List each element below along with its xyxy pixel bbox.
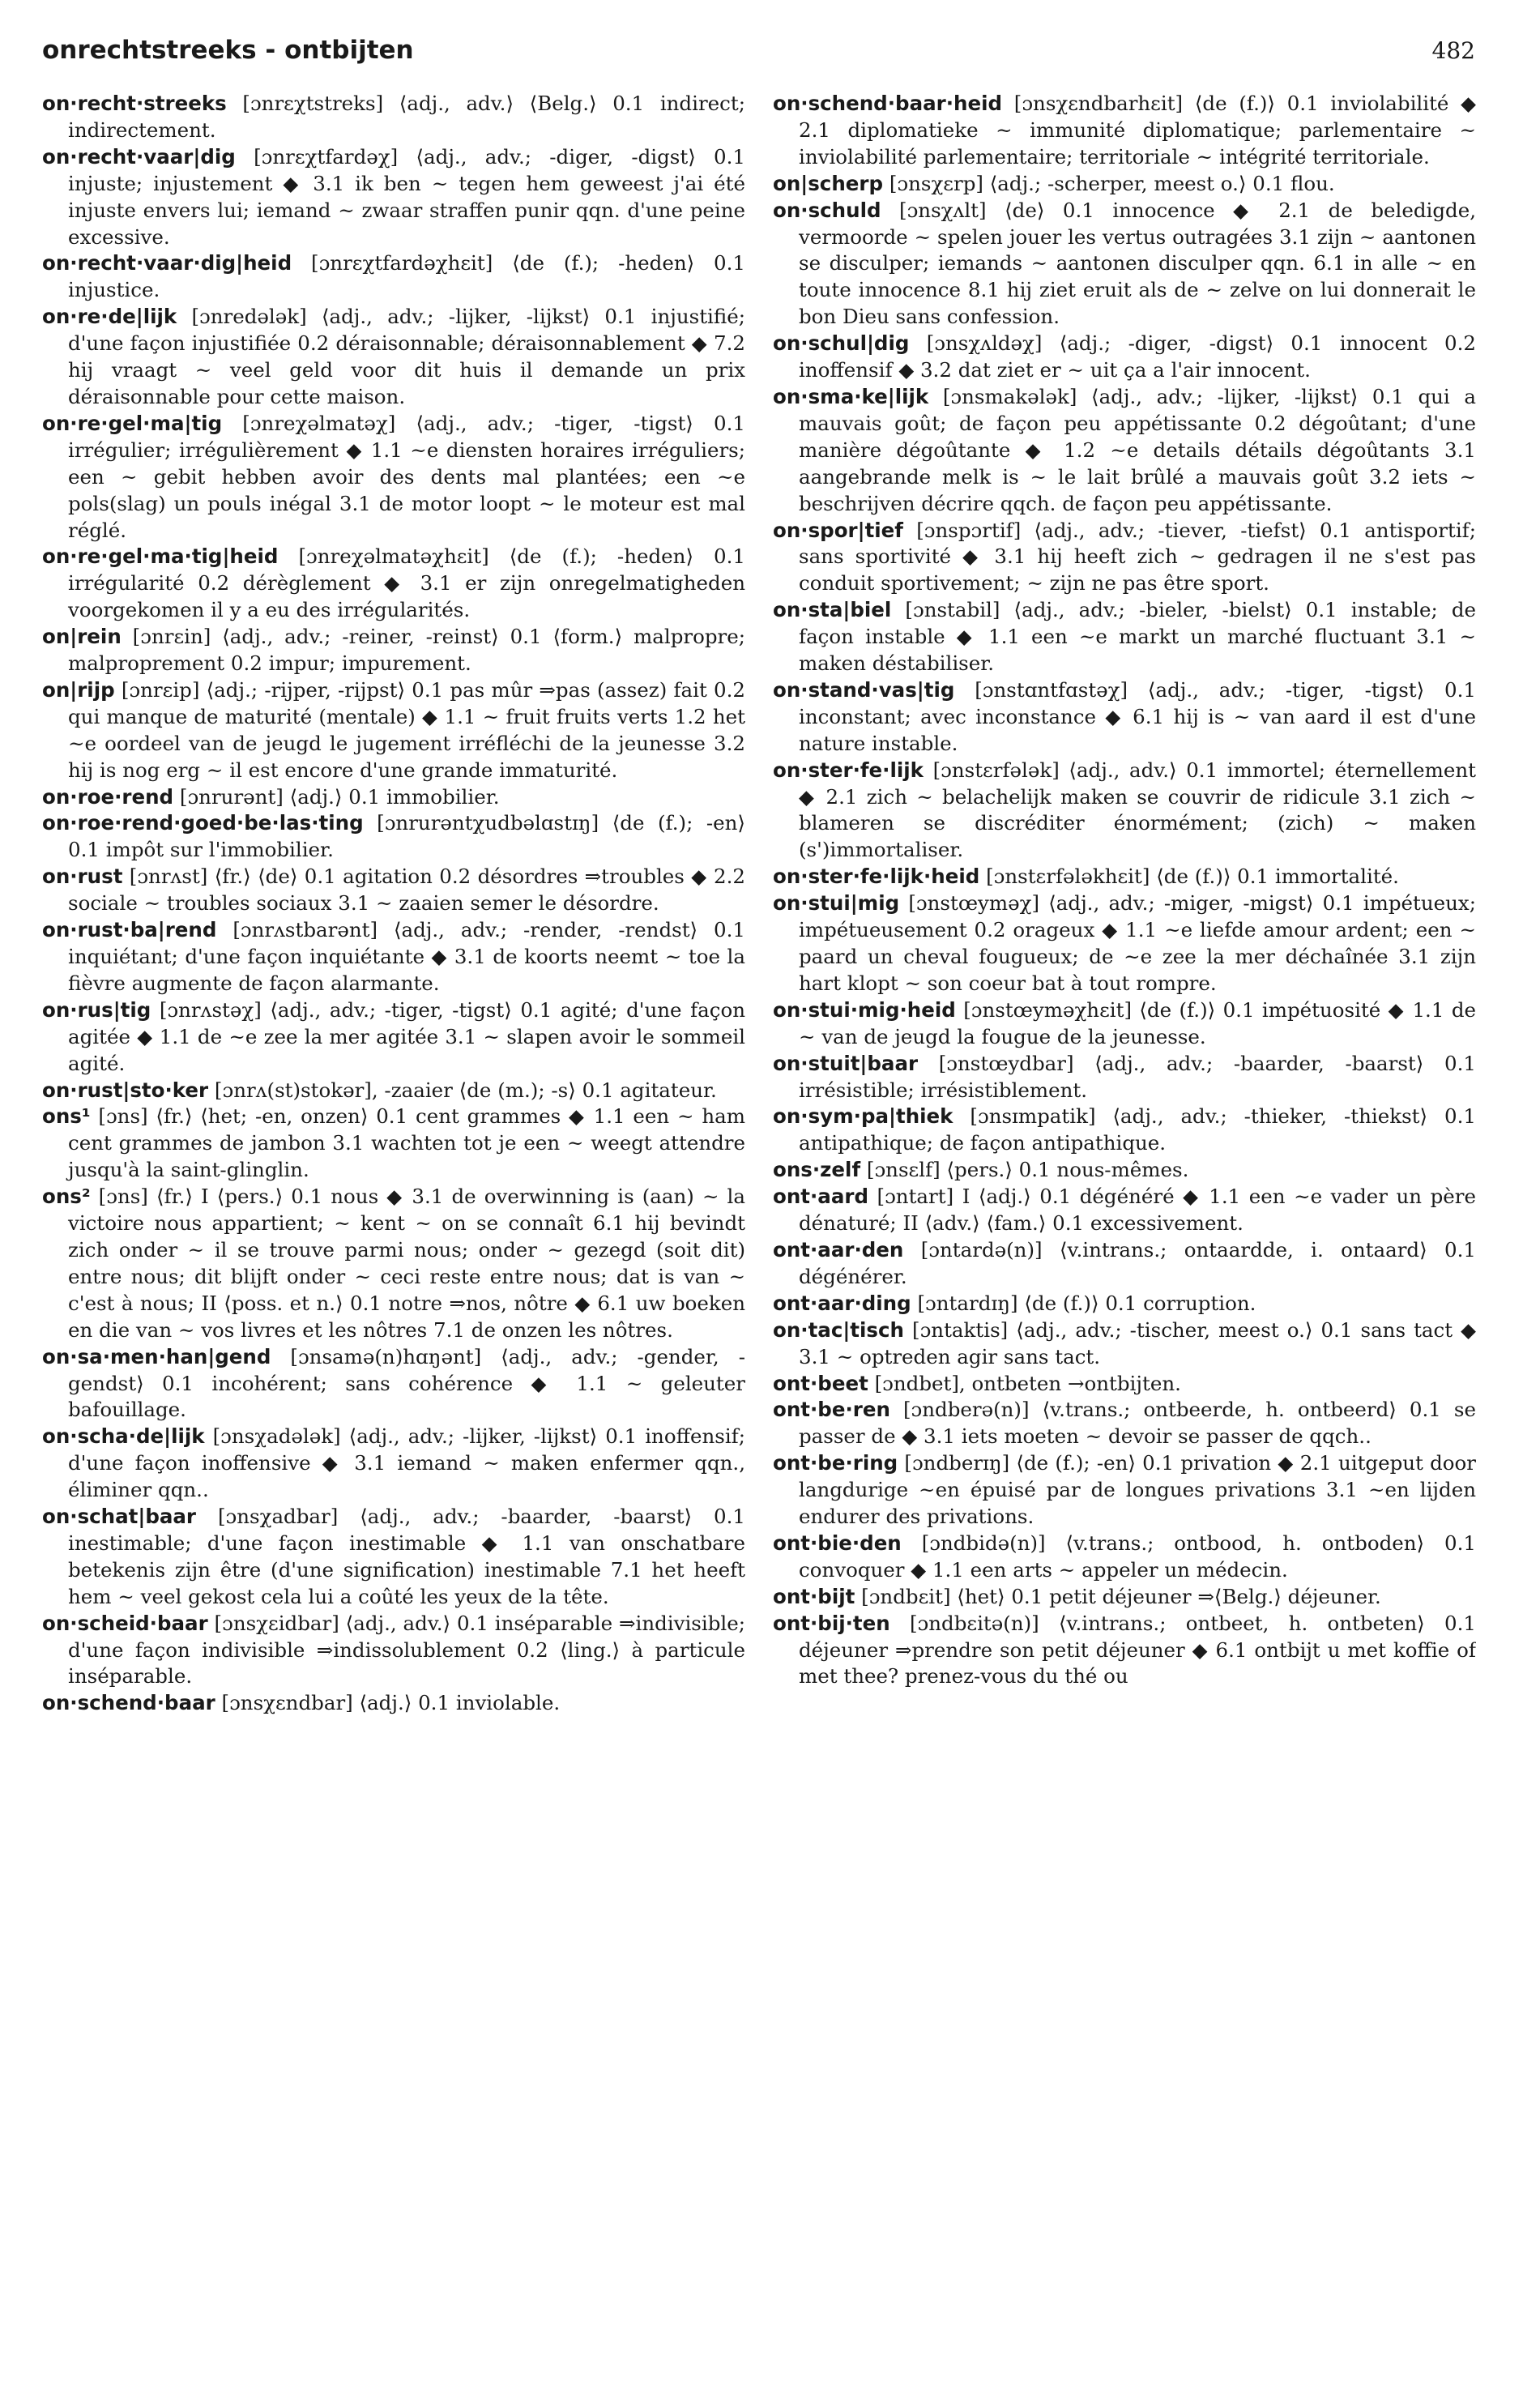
entry-definition: ⟨adj., adv.; -baarder, -baarst⟩ 0.1 inestimable; d'une façon inestimable ◆ 1.1 van onschatbare betekenis zijn être (d'une signification) inestimable 7.1 het heeft hem ~ veel gekost cela lui a coûté les yeux de la tête.	[68, 1505, 745, 1608]
entry-pronunciation: [ɔndberɪŋ]	[904, 1451, 1010, 1475]
entry-headword: on·recht·vaar·dig|heid	[42, 251, 292, 275]
dictionary-entry	[773, 1611, 1476, 1691]
entry-headword: on·stuit|baar	[773, 1051, 919, 1075]
entry-headword: on·roe·rend	[42, 784, 174, 809]
entry-pronunciation: [ɔnstɛrfələkhɛit]	[986, 865, 1150, 889]
running-head	[42, 36, 1475, 76]
entry-definition: ⟨adj., adv.; -reiner, -reinst⟩ 0.1 ⟨form.⟩ malpropre; malproprement 0.2 impur; impurement.	[68, 625, 745, 676]
entry-headword: on·recht·streeks	[42, 92, 227, 115]
entry-definition: ⟨adj.; -rijper, -rijpst⟩ 0.1 pas mûr ⇒pas (assez) fait 0.2 qui manque de maturité (mentale) ◆ 1.1 ~ fruit fruits verts 1.2 het ~e oordeel van de jeugd le jugement irréfléchi de la jeunesse 3.2 hij is nog erg ~ il est encore d'une grande immaturité.	[68, 677, 745, 782]
entry-pronunciation: [ɔnstœyməχhɛit]	[963, 997, 1133, 1022]
entry-definition: ⟨adj., adv.; -render, -rendst⟩ 0.1 inquiétant; d'une façon inquiétante ◆ 3.1 de koorts neemt ~ toe la fièvre augmente de façon alarmante.	[68, 918, 745, 995]
dictionary-entry	[773, 1157, 1476, 1184]
entry-pronunciation: [ɔnsamə(n)hɑŋənt]	[290, 1344, 482, 1368]
dictionary-entry	[773, 890, 1476, 997]
entry-headword: on·sa·men·han|gend	[42, 1344, 271, 1368]
entry-headword: on·rust	[42, 865, 123, 889]
entry-headword: on·ster·fe·lijk	[773, 758, 924, 782]
entry-definition: ⟨adj., adv.; -bieler, -bielst⟩ 0.1 instable; de façon instable ◆ 1.1 een ~e markt un marché fluctuant 3.1 ~ maken déstabiliser.	[799, 598, 1476, 676]
entry-headword: on·tac|tisch	[773, 1317, 904, 1342]
entry-definition: ⟨adj.⟩ 0.1 immobilier.	[289, 784, 500, 809]
entry-pronunciation: [ɔntart]	[877, 1185, 954, 1209]
entry-pronunciation: [ɔntardɪŋ]	[917, 1291, 1018, 1315]
entry-definition: ⟨adj., adv.; -miger, -migst⟩ 0.1 impétueux; impétueusement 0.2 orageux ◆ 1.1 ~e liefde amour ardent; een ~ paard un cheval fougueux; de ~e zee la mer déchaînée 3.1 zijn hart klopt ~ son coeur bat à tout rompre.	[799, 891, 1476, 995]
dictionary-entry	[773, 1531, 1476, 1584]
entry-pronunciation: [ɔns]	[98, 1185, 148, 1209]
dictionary-entry	[773, 1584, 1476, 1611]
entry-definition: ⟨adj., adv.; -baarder, -baarst⟩ 0.1 irrésistible; irrésistiblement.	[799, 1051, 1476, 1102]
dictionary-entry	[42, 544, 745, 624]
entry-definition: ⟨de (f.)⟩ 0.1 inviolabilité ◆ 2.1 diplomatieke ~ immunité diplomatique; parlementaire ~ inviolabilité parlementaire; territoriale ~ intégrité territoriale.	[799, 92, 1476, 169]
entry-pronunciation: [ɔnsɪmpatik]	[970, 1104, 1096, 1129]
entry-pronunciation: [ɔnsχɛidbar]	[214, 1611, 339, 1635]
dictionary-entry	[773, 997, 1476, 1051]
entry-headword: on·rust·ba|rend	[42, 918, 217, 942]
dictionary-entry	[773, 518, 1476, 598]
dictionary-entry	[42, 1344, 745, 1424]
entry-headword: on·rust|sto·ker	[42, 1078, 209, 1102]
entry-definition: , ontbeten →ontbijten.	[958, 1371, 1181, 1395]
dictionary-entry	[773, 91, 1476, 171]
entry-headword: on·sma·ke|lijk	[773, 384, 929, 408]
entry-pronunciation: [ɔnstœyməχ]	[908, 891, 1040, 916]
entry-definition: ⟨adj., adv.; -lijker, -lijkst⟩ 0.1 qui a mauvais goût; de façon peu appétissante 0.2 dégoûtant; d'une manière dégoûtante ◆ 1.2 ~e details détails dégoûtants 3.1 aangebrande melk is ~ le lait brûlé a mauvais goût 3.2 iets ~ beschrijven décrire qqch. de façon peu appétissante.	[799, 384, 1476, 515]
entry-definition: ⟨adj.⟩ 0.1 inviolable.	[359, 1691, 561, 1715]
entry-headword: on·roe·rend·goed·be·las·ting	[42, 811, 364, 835]
entry-headword: on·schat|baar	[42, 1505, 197, 1529]
entry-pronunciation: [ɔndberə(n)]	[902, 1398, 1030, 1422]
entry-headword: ont·be·ren	[773, 1398, 890, 1422]
entry-pronunciation: [ɔnsχɛrp]	[889, 171, 983, 195]
dictionary-entry	[773, 1317, 1476, 1371]
dictionary-entry	[42, 1690, 745, 1717]
entry-headword: on·scheid·baar	[42, 1611, 208, 1635]
entry-pronunciation: [ɔnsχadbar]	[217, 1505, 339, 1529]
dictionary-entry	[773, 758, 1476, 865]
entry-headword: ons²	[42, 1185, 91, 1209]
dictionary-entry	[773, 864, 1476, 890]
entry-pronunciation: [ɔndbet]	[874, 1371, 959, 1395]
entry-pronunciation: [ɔnreχəlmatəχhɛit]	[298, 544, 489, 569]
entry-definition: ⟨v.intrans.; ontbeet, h. ontbeten⟩ 0.1 déjeuner ⇒prendre son petit déjeuner ◆ 6.1 ontbijt u met koffie of met thee? prenez-vous du thé ou	[799, 1611, 1476, 1689]
entry-pronunciation: [ɔnrurənt]	[179, 784, 284, 809]
dictionary-entry	[773, 597, 1476, 677]
entry-definition: ⟨de (f.)⟩ 0.1 impétuosité ◆ 1.1 de ~ van de jeugd la fougue de la jeunesse.	[799, 997, 1476, 1048]
dictionary-entry	[42, 144, 745, 251]
entry-pronunciation: [ɔnrɛip]	[121, 677, 200, 702]
entry-columns	[42, 91, 1476, 2392]
dictionary-entry	[773, 1104, 1476, 1157]
entry-pronunciation: [ɔnsχɛndbar]	[221, 1691, 353, 1715]
entry-pronunciation: [ɔnstɛrfələk]	[932, 758, 1060, 782]
entry-headword: ons·zelf	[773, 1158, 861, 1182]
dictionary-entry	[42, 1184, 745, 1343]
entry-pronunciation: [ɔnrɛin]	[132, 625, 211, 649]
entry-definition: ⟨adj., adv.; -thieker, -thiekst⟩ 0.1 antipathique; de façon antipathique.	[799, 1104, 1476, 1155]
dictionary-entry	[42, 997, 745, 1078]
entry-definition: ⟨adj., adv.; -tiger, -tigst⟩ 0.1 inconstant; avec inconstance ◆ 6.1 hij is ~ van aard il est d'une nature instable.	[799, 677, 1476, 755]
entry-headword: on·sym·pa|thiek	[773, 1104, 953, 1129]
entry-definition: ⟨adj., adv.; -lijker, -lijkst⟩ 0.1 injustifié; d'une façon injustifiée 0.2 déraisonnable; déraisonnablement ◆ 7.2 hij vraagt ~ veel geld voor dit huis il demande un prix déraisonnable pour cette maison.	[68, 305, 745, 408]
dictionary-entry	[773, 1450, 1476, 1531]
entry-headword: on|scherp	[773, 171, 884, 195]
dictionary-entry	[773, 331, 1476, 384]
dictionary-entry	[773, 1237, 1476, 1291]
dictionary-entry	[42, 250, 745, 304]
entry-pronunciation: [ɔnrɛχtstreks]	[242, 92, 384, 115]
entry-pronunciation: [ɔnstɑntfɑstəχ]	[975, 677, 1128, 702]
entry-pronunciation: [ɔntaktis]	[912, 1317, 1009, 1342]
entry-pronunciation: [ɔnstœydbar]	[938, 1051, 1074, 1075]
entry-pronunciation: [ɔnrʌ(st)stokər]	[214, 1078, 372, 1102]
dictionary-entry	[42, 1504, 745, 1611]
entry-pronunciation: [ɔnsχadələk]	[212, 1424, 341, 1449]
entry-definition: ⟨het⟩ 0.1 petit déjeuner ⇒⟨Belg.⟩ déjeuner.	[957, 1584, 1381, 1608]
entry-definition: ⟨adj.; -scherper, meest o.⟩ 0.1 flou.	[989, 171, 1335, 195]
entry-headword: ont·be·ring	[773, 1451, 898, 1475]
entry-definition: ⟨pers.⟩ 0.1 nous-mêmes.	[946, 1158, 1189, 1182]
entry-headword: on·rus|tig	[42, 997, 151, 1022]
entry-definition: ⟨de (f.); -en⟩ 0.1 impôt sur l'immobilier.	[68, 811, 745, 862]
entry-definition: ⟨de⟩ 0.1 innocence ◆ 2.1 de beledigde, vermoorde ~ spelen jouer les vertus outragées 3.1 zijn ~ aantonen se disculper; iemands ~ aantonen disculper qqn. 6.1 in alle ~ en toute innocence 8.1 hij ziet eruit als de ~ zelve on lui donnerait le bon Dieu sans confession.	[799, 198, 1476, 329]
entry-headword: on·stui|mig	[773, 891, 900, 916]
entry-pronunciation: [ɔnrʌstbarənt]	[232, 918, 378, 942]
entry-pronunciation: [ɔndbɛitə(n)]	[909, 1611, 1039, 1635]
entry-headword: on·sta|biel	[773, 598, 892, 622]
entry-headword: on·schend·baar	[42, 1691, 215, 1715]
entry-definition: ⟨adj., adv.; -diger, -digst⟩ 0.1 injuste; injustement ◆ 3.1 ik ben ~ tegen hem geweest j'ai été injuste envers lui; iemand ~ zwaar straffen punir qqn. d'une peine excessive.	[68, 144, 745, 249]
entry-definition: ⟨adj., adv.⟩ ⟨Belg.⟩ 0.1 indirect; indirectement.	[68, 92, 745, 142]
entry-headword: ont·aar·den	[773, 1237, 904, 1262]
entry-definition: ⟨adj.; -diger, -digst⟩ 0.1 innocent 0.2 inoffensif ◆ 3.2 dat ziet er ~ uit ça a l'air innocent.	[799, 331, 1476, 382]
dictionary-entry	[773, 1397, 1476, 1450]
dictionary-entry	[773, 198, 1476, 331]
entry-definition: ⟨adj., adv.; -gender, -gendst⟩ 0.1 incohérent; sans cohérence ◆ 1.1 ~ geleuter bafouillage.	[68, 1344, 745, 1422]
entry-definition: ⟨adj., adv.⟩ 0.1 immortel; éternellement ◆ 2.1 zich ~ belachelijk maken se couvrir de ridicule 3.1 zich ~ blameren se discréditer énormément; (zich) ~ maken (s')immortaliser.	[799, 758, 1476, 862]
dictionary-entry	[773, 1371, 1476, 1398]
entry-pronunciation: [ɔnrurəntχudbəlɑstɪŋ]	[377, 811, 599, 835]
entry-definition: ⟨fr.⟩ I ⟨pers.⟩ 0.1 nous ◆ 3.1 de overwinning is (aan) ~ la victoire nous appartient; ~ kent ~ on se connaît 6.1 hij bevindt zich onder ~ il se trouve parmi nous; onder ~ gezegd (soit dit) entre nous; dit blijft onder ~ ceci reste entre nous; dat is van ~ c'est à nous; II ⟨poss. et n.⟩ 0.1 notre ⇒nos, nôtre ◆ 6.1 uw boeken en die van ~ vos livres et les nôtres 7.1 de onzen les nôtres.	[68, 1185, 745, 1342]
entry-headword: ons¹	[42, 1104, 91, 1129]
entry-definition: ⟨adj., adv.; -lijker, -lijkst⟩ 0.1 inoffensif; d'une façon inoffensive ◆ 3.1 iemand ~ maken enfermer qqn., éliminer qqn..	[68, 1424, 745, 1502]
dictionary-entry	[42, 1078, 745, 1104]
entry-headword: ont·aard	[773, 1185, 868, 1209]
dictionary-entry	[42, 304, 745, 411]
entry-headword: on·schend·baar·heid	[773, 92, 1003, 115]
entry-pronunciation: [ɔndbidə(n)]	[921, 1531, 1046, 1555]
entry-pronunciation: [ɔntardə(n)]	[920, 1237, 1043, 1262]
dictionary-entry	[42, 624, 745, 677]
entry-pronunciation: [ɔndbɛit]	[861, 1584, 951, 1608]
dictionary-entry	[42, 91, 745, 144]
entry-pronunciation: [ɔnrʌst]	[129, 865, 208, 889]
page-number: 482	[1431, 37, 1475, 64]
entry-headword: ont·beet	[773, 1371, 868, 1395]
entry-pronunciation: [ɔnrʌstəχ]	[159, 997, 262, 1022]
entry-definition: ⟨adj., adv.; -tiever, -tiefst⟩ 0.1 antisportif; sans sportivité ◆ 3.1 hij heeft zich ~ gedragen il ne s'est pas conduit sportivement; ~ zijn ne pas être sport.	[799, 518, 1476, 596]
entry-headword: on|rein	[42, 625, 122, 649]
entry-pronunciation: [ɔnstabil]	[905, 598, 1000, 622]
running-head-title: onrechtstreeks - ontbijten	[42, 36, 414, 65]
entry-headword: on·schul|dig	[773, 331, 910, 356]
entry-headword: on·ster·fe·lijk·heid	[773, 865, 980, 889]
entry-pronunciation: [ɔnrɛχtfardəχ]	[254, 144, 399, 169]
dictionary-entry	[42, 1104, 745, 1184]
entry-definition: ⟨adj., adv.; -tiger, -tigst⟩ 0.1 irrégulier; irrégulièrement ◆ 1.1 ~e diensten horaires irréguliers; een ~ gebit hebben avoir des dents mal plantées; een ~e pols(slag) un pouls inégal 3.1 de motor loopt ~ le moteur est mal réglé.	[68, 411, 745, 542]
entry-definition: ⟨fr.⟩ ⟨de⟩ 0.1 agitation 0.2 désordres ⇒troubles ◆ 2.2 sociale ~ troubles sociaux 3.1 ~ zaaien semer le désordre.	[68, 865, 745, 916]
entry-headword: on·re·de|lijk	[42, 305, 177, 329]
entry-pronunciation: [ɔnsχʌlt]	[899, 198, 987, 222]
entry-headword: on·scha·de|lijk	[42, 1424, 205, 1449]
entry-headword: on·stui·mig·heid	[773, 997, 956, 1022]
dictionary-entry	[42, 864, 745, 917]
dictionary-entry	[42, 677, 745, 784]
entry-headword: on·recht·vaar|dig	[42, 144, 236, 169]
dictionary-entry	[773, 1184, 1476, 1237]
entry-definition: ⟨adj., adv.⟩ 0.1 inséparable ⇒indivisible; d'une façon indivisible ⇒indissolublement 0.2 ⟨ling.⟩ à particule inséparable.	[68, 1611, 745, 1689]
entry-definition: ⟨de (f.)⟩ 0.1 corruption.	[1024, 1291, 1256, 1315]
entry-headword: ont·aar·ding	[773, 1291, 911, 1315]
entry-pronunciation: [ɔnsχʌldəχ]	[926, 331, 1043, 356]
entry-headword: ont·bij·ten	[773, 1611, 890, 1635]
entry-headword: ont·bijt	[773, 1584, 855, 1608]
entry-definition: ⟨v.trans.; ontbood, h. ontboden⟩ 0.1 convoquer ◆ 1.1 een arts ~ appeler un médecin.	[799, 1531, 1476, 1582]
entry-definition: ⟨fr.⟩ ⟨het; -en, onzen⟩ 0.1 cent grammes ◆ 1.1 een ~ ham cent grammes de jambon 3.1 wachten tot je een ~ weegt attendre jusqu'à la saint-glinglin.	[68, 1104, 745, 1182]
dictionary-entry	[42, 917, 745, 997]
entry-pronunciation: [ɔnspɔrtif]	[916, 518, 1022, 542]
dictionary-entry	[42, 810, 745, 864]
entry-headword: on·stand·vas|tig	[773, 677, 955, 702]
entry-definition: ⟨de (f.)⟩ 0.1 immortalité.	[1156, 865, 1399, 889]
entry-definition: ⟨de (f.); -en⟩ 0.1 privation ◆ 2.1 uitgeput door langdurige ~en épuisé par de longues privations 3.1 ~en lijden endurer des privations.	[799, 1451, 1476, 1529]
dictionary-entry	[773, 677, 1476, 758]
right-column	[773, 91, 1476, 2392]
entry-definition: ⟨v.intrans.; ontaardde, i. ontaard⟩ 0.1 dégénérer.	[799, 1237, 1476, 1288]
left-column	[42, 91, 745, 2392]
dictionary-entry	[773, 1291, 1476, 1317]
entry-pronunciation: [ɔns]	[98, 1104, 148, 1129]
dictionary-entry	[42, 411, 745, 544]
entry-pronunciation: [ɔnsɛlf]	[866, 1158, 941, 1182]
entry-definition: ⟨de (f.); -heden⟩ 0.1 irrégularité 0.2 dérèglement ◆ 3.1 er zijn onregelmatigheden voorgekomen il y a eu des irrégularités.	[68, 544, 745, 622]
entry-headword: on·re·gel·ma·tig|heid	[42, 544, 279, 569]
entry-definition: ⟨adj., adv.; -tischer, meest o.⟩ 0.1 sans tact ◆ 3.1 ~ optreden agir sans tact.	[799, 1317, 1476, 1368]
entry-headword: on·schuld	[773, 198, 881, 222]
entry-definition: ⟨de (f.); -heden⟩ 0.1 injustice.	[68, 251, 745, 302]
dictionary-entry	[42, 784, 745, 811]
dictionary-entry	[773, 384, 1476, 518]
dictionary-entry	[773, 171, 1476, 198]
entry-pronunciation: [ɔnrɛχtfardəχhɛit]	[311, 251, 493, 275]
entry-definition: ⟨v.trans.; ontbeerde, h. ontbeerd⟩ 0.1 se passer de ◆ 3.1 iets moeten ~ devoir se passer de qqch..	[799, 1398, 1476, 1449]
entry-headword: on|rijp	[42, 677, 115, 702]
entry-definition: , -zaaier ⟨de (m.); -s⟩ 0.1 agitateur.	[371, 1078, 717, 1102]
dictionary-entry	[773, 1051, 1476, 1104]
entry-pronunciation: [ɔnsχɛndbarhɛit]	[1013, 92, 1184, 115]
entry-headword: on·re·gel·ma|tig	[42, 411, 223, 435]
entry-definition: I ⟨adj.⟩ 0.1 dégénéré ◆ 1.1 een ~e vader un père dénaturé; II ⟨adv.⟩ ⟨fam.⟩ 0.1 excessivement.	[799, 1185, 1476, 1236]
entry-pronunciation: [ɔnsmakələk]	[942, 384, 1077, 408]
entry-definition: ⟨adj., adv.; -tiger, -tigst⟩ 0.1 agité; d'une façon agitée ◆ 1.1 de ~e zee la mer agitée 3.1 ~ slapen avoir le sommeil agité.	[68, 997, 745, 1075]
entry-pronunciation: [ɔnreχəlmatəχ]	[242, 411, 396, 435]
entry-pronunciation: [ɔnredələk]	[191, 305, 307, 329]
dictionary-entry	[42, 1424, 745, 1504]
entry-headword: on·spor|tief	[773, 518, 903, 542]
dictionary-entry	[42, 1611, 745, 1691]
entry-headword: ont·bie·den	[773, 1531, 902, 1555]
